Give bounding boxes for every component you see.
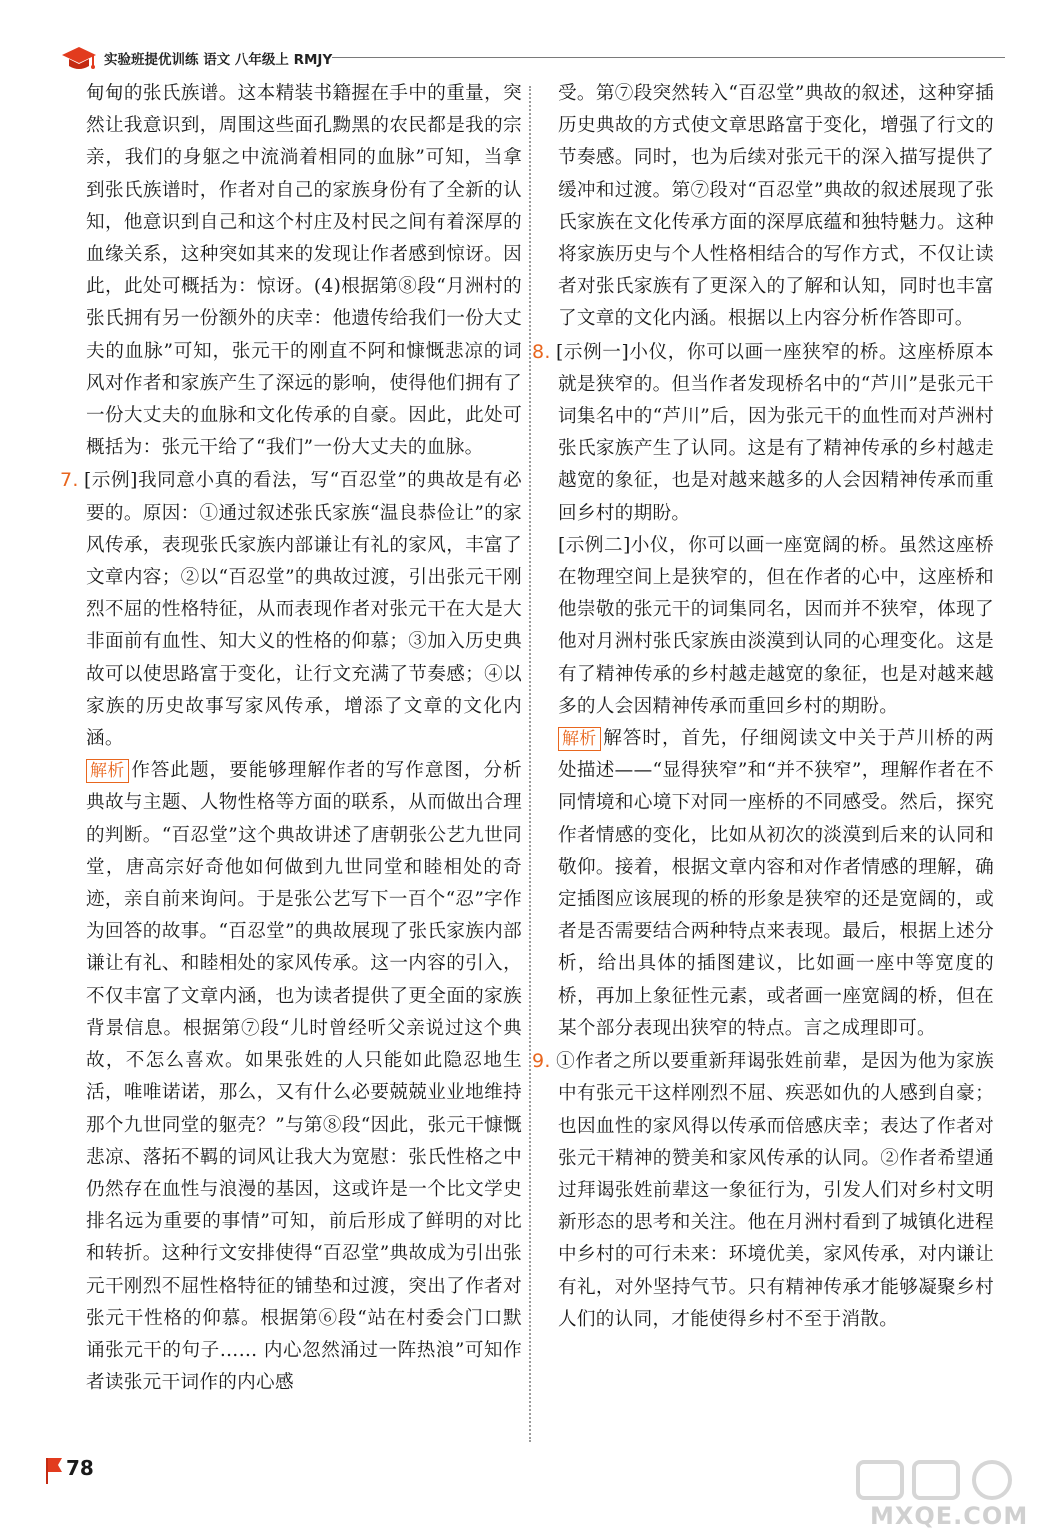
question-number: 7. (60, 469, 79, 492)
analysis-tag: 解析 (86, 759, 129, 783)
page-header (60, 44, 1005, 74)
right-column (532, 78, 994, 1336)
analysis-text: 解答时，首先，仔细阅读文中关于芦川桥的两处描述——“显得狭窄”和“并不狭窄”，理解作者在不同情境和心境下对同一座桥的不同感受。然后，探究作者情感的变化，比如从初次的淡漠到后来的认同和敬仰。接着，根据文章内容和对作者情感的理解，确定插图应该展现的桥的形象是狭窄的还是宽阔的，或者是否需要结合两种特点来表现。最后，根据上述分析，给出具体的插图建议，比如画一座中等宽度的桥，再加上象征性元素，或者画一座宽阔的桥，但在某个部分表现出狭窄的特点。言之成理即可。 (558, 728, 994, 1039)
analysis-tag: 解析 (558, 727, 601, 751)
question-7-analysis (86, 755, 522, 1399)
page-number-block (44, 1456, 94, 1486)
graduation-cap-logo-icon (60, 44, 98, 74)
answer-text: [示例一]小仪，你可以画一座狭窄的桥。这座桥原本就是狭窄的。但当作者发现桥名中的“芦川”是张元干词集名中的“芦川”后，因为张元干的血性而对芦洲村张氏家族产生了认同。这是有了精神传承的乡村越走越宽的象征，也是对越来越多的人会因精神传承而重回乡村的期盼。 (556, 341, 994, 524)
answer-text: [示例]我同意小真的看法，写“百忍堂”的典故是有必要的。原因：①通过叙述张氏家族“温良恭俭让”的家风传承，表现张氏家族内部谦让有礼的家风，丰富了文章内容；②以“百忍堂”的典故过渡，引出张元干刚烈不屈的性格特征，从而表现作者对张元干在大是大非面前有血性、知大义的性格的仰慕；③加入历史典故可以使思路富于变化，让行文充满了节奏感；④以家族的历史故事写家风传承，增添了文章的文化内涵。 (84, 470, 522, 750)
answer-continuation: 受。第⑦段突然转入“百忍堂”典故的叙述，这种穿插历史典故的方式使文章思路富于变化，增强了行文的节奏感。同时，也为后续对张元干的深入描写提供了缓冲和过渡。第⑦段对“百忍堂”典故的叙述展现了张氏家族在文化传承方面的深厚底蕴和独特魅力。这种将家族历史与个人性格相结合的写作方式，不仅让读者对张氏家族有了更深入的了解和认知，同时也丰富了文章的文化内涵。根据以上内容分析作答即可。 (558, 83, 994, 330)
question-number: 8. (532, 340, 551, 363)
book-title: 实验班提优训练 语文 八年级上 RMJY (104, 52, 333, 68)
question-8-analysis (558, 723, 994, 1045)
question-9-answer (532, 1045, 994, 1336)
page-number-flag-icon (44, 1456, 66, 1486)
question-number: 9. (532, 1050, 551, 1073)
question-7-answer (60, 464, 522, 755)
watermark-text: MXQE.COM (870, 1502, 1029, 1530)
page-number: 78 (66, 1456, 94, 1480)
column-divider (529, 86, 531, 1442)
question-8-answer-1 (532, 336, 994, 530)
analysis-text: 作答此题，要能够理解作者的写作意图，分析典故与主题、人物性格等方面的联系，从而做出合理的判断。“百忍堂”这个典故讲述了唐朝张公艺九世同堂，唐高宗好奇他如何做到九世同堂和睦相处的奇迹，亲自前来询问。于是张公艺写下一百个“忍”字作为回答的故事。“百忍堂”的典故展现了张氏家族内部谦让有礼、和睦相处的家风传承。这一内容的引入，不仅丰富了文章内涵，也为读者提供了更全面的家族背景信息。根据第⑦段“儿时曾经听父亲说过这个典故，不怎么喜欢。如果张姓的人只能如此隐忍地生活，唯唯诺诺，那么，又有什么必要兢兢业业地维持那个九世同堂的躯壳？”与第⑧段“因此，张元干慷慨悲凉、落拓不羁的词风让我大为宽慰：张氏性格之中仍然存在血性与浪漫的基因，这或许是一个比文学史排名远为重要的事情”可知，前后形成了鲜明的对比和转折。这种行文安排使得“百忍堂”典故成为引出张元干刚烈不屈性格特征的铺垫和过渡，突出了作者对张元干性格的仰慕。根据第⑥段“站在村委会门口默诵张元干的句子…… 内心忽然涌过一阵热浪”可知作者读张元干词作的内心感 (86, 760, 522, 1394)
answer-text: ①作者之所以要重新拜谒张姓前辈，是因为他为家族中有张元干这样刚烈不屈、疾恶如仇的人感到自豪；也因血性的家风得以传承而倍感庆幸；表达了作者对张元干精神的赞美和家风传承的认同。②作者希望通过拜谒张姓前辈这一象征行为，引发人们对乡村文明新形态的思考和关注。他在月洲村看到了城镇化进程中乡村的可行未来：环境优美，家风传承，对内谦让有礼，对外坚持气节。只有精神传承才能够凝聚乡村人们的认同，才能使得乡村不至于消散。 (556, 1051, 994, 1330)
question-8-answer-2: [示例二]小仪，你可以画一座宽阔的桥。虽然这座桥在物理空间上是狭窄的，但在作者的心中，这座桥和他崇敬的张元干的词集同名，因而并不狭窄，体现了他对月洲村张氏家族由淡漠到认同的心理变化。这是有了精神传承的乡村越走越宽的象征，也是对越来越多的人会因精神传承而重回乡村的期盼。 (558, 534, 994, 717)
left-column (60, 78, 522, 1399)
header-rule (332, 57, 1005, 58)
watermark-logo-icon (838, 1458, 1028, 1504)
watermark (838, 1458, 1028, 1530)
answer-continuation: 甸甸的张氏族谱。这本精装书籍握在手中的重量，突然让我意识到，周围这些面孔黝黑的农民都是我的宗亲，我们的身躯之中流淌着相同的血脉”可知，当拿到张氏族谱时，作者对自己的家族身份有了全新的认知，他意识到自己和这个村庄及村民之间有着深厚的血缘关系，这种突如其来的发现让作者感到惊讶。因此，此处可概括为：惊讶。(4)根据第⑧段“月洲村的张氏拥有另一份额外的庆幸：他遗传给我们一份大丈夫的血脉”可知，张元干的刚直不阿和慷慨悲凉的词风对作者和家族产生了深远的影响，使得他们拥有了一份大丈夫的血脉和文化传承的自豪。因此，此处可概括为：张元干给了“我们”一份大丈夫的血脉。 (86, 83, 522, 459)
